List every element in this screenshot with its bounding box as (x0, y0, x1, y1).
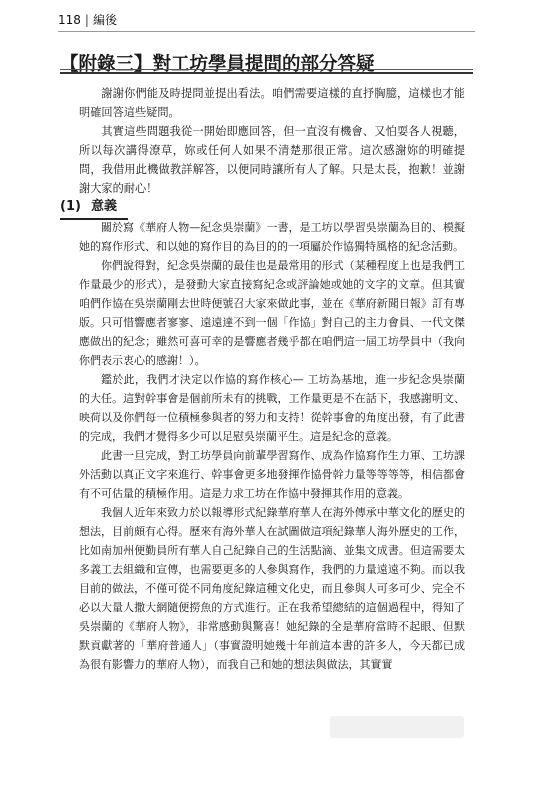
section-heading (60, 196, 280, 218)
intro-paragraph-2: 其實這些問題我從一開始即應回答，但一直沒有機會、又怕耍各人視聽，所以每次講得潦草，妳或任何人如果不清楚那很正常。這次感謝妳的明確提問，我借用此機做教詳解答，以便同時讓所有人了解。只是太長，抱歉！並謝謝大家的耐心！ (79, 125, 465, 195)
body-paragraph-3: 鑑於此，我們才決定以作協的寫作核心— 工坊為基地，進一步紀念吳崇蘭的大任。這對幹事會是個前所未有的挑戰，工作量更是不在話下，我感謝明文、映荷以及你們每一位積極參與者的努力和支持！從幹事會的角度出發，有了此書的完成，我們才覺得多少可以足慰吳崇蘭平生。這是紀念的意義。 (79, 373, 465, 443)
body-paragraph-2: 你們說得對，紀念吳崇蘭的最佳也是最常用的形式（某種程度上也是我們工作量最少的形式），是發動大家直接寫紀念或評論她或她的文字的文章。但其實咱們作協在吳崇蘭剛去世時便號召大家來做此事，並在《華府新聞日報》訂有專版。只可惜響應者寥寥、遠遠達不到一個「作協」對自己的主力會員、一代文傑應做出的紀念；雖然可喜可幸的是響應者幾乎都在咱們這一屆工坊學員中（我向你們表示衷心的感謝！）。 (79, 259, 465, 367)
running-head (58, 12, 488, 28)
body-paragraph-5: 我個人近年來致力於以報導形式紀錄華府華人在海外傳承中華文化的歷史的想法，目前頗有心得。歷來有海外華人在試圖做這項紀錄華人海外歷史的工作，比如南加州便勤員所有華人自己紀錄自己的生活點滴、並集文成書。但這需要太多義工去組織和宣傳，也需要更多的人參與寫作，我們的力量遠遠不夠。而以我目前的做法，不僅可從不同角度紀錄這種文化史，而且參與人可多可少、完全不必以大量人撒大網隨便撈魚的方式進行。正在我希望總結的這個過程中，得知了吳崇蘭的《華府人物》，非常感動與驚喜！她紀錄的全是華府當時不起眼、但默默貢獻著的「華府普通人」（事實證明她幾十年前這本書的許多人，今天都已成為很有影響力的華府人物），而我自己和她的想法與做法，其實實 (79, 506, 465, 671)
header-rule (58, 31, 475, 32)
body-paragraph-4: 此書一旦完成，對工坊學員向前輩學習寫作、成為作協寫作生力軍、工坊課外活動以真正文字來進行、幹事會更多地發揮作協骨幹力量等等等等，相信都會有不可估量的積極作用。這是力求工坊在作協中發揮其作用的意義。 (79, 449, 465, 500)
watermark-stamp (330, 716, 464, 738)
intro-paragraph-1: 謝謝你們能及時提問並提出看法。咱們需要這樣的直抒胸臆，這樣也才能明確回答這些疑問。 (79, 87, 465, 119)
title-rule-thin (60, 69, 473, 70)
section-number: (1) (60, 199, 81, 214)
section-body (79, 218, 465, 674)
title-rule-thick (60, 72, 473, 74)
body-paragraph-1: 關於寫《華府人物—紀念吳崇蘭》一書，是工坊以學習吳崇蘭為目的、模擬她的寫作形式、和以她的寫作目的為目的的一項屬於作協獨特風格的紀念活動。 (79, 221, 465, 253)
running-head-separator: | (84, 13, 89, 27)
page-number: 118 (58, 13, 81, 27)
section-title: 意義 (90, 199, 117, 214)
running-head-section: 編後 (92, 13, 117, 27)
page-title: 【附錄三】對工坊學員提問的部分答疑 (60, 54, 375, 76)
